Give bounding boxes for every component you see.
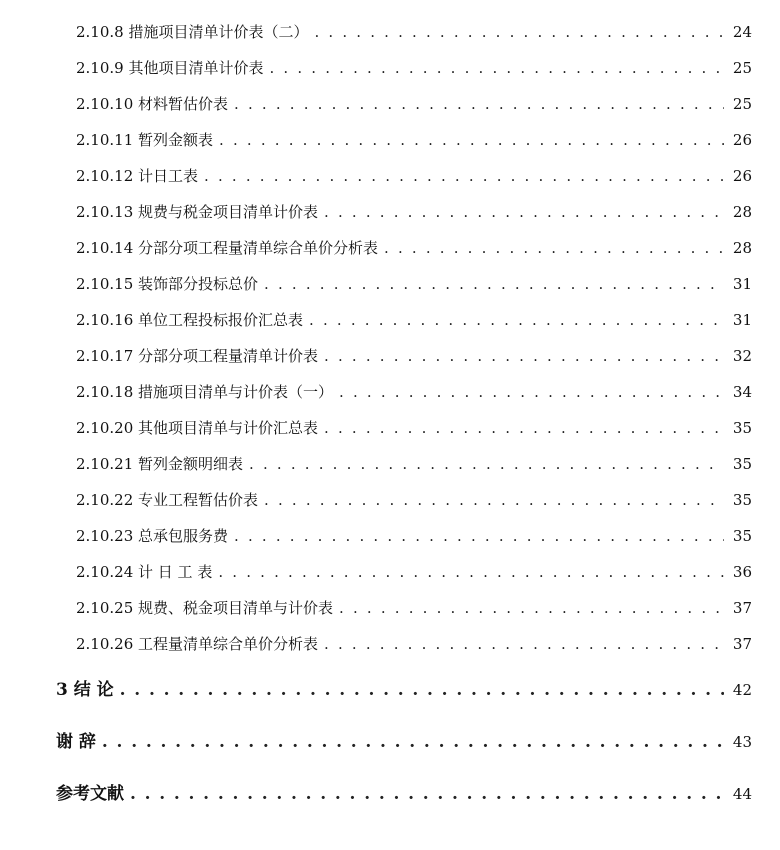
toc-entry[interactable]: [0, 554, 780, 590]
toc-entry-title: 2.10.17 分部分项工程量清单计价表: [76, 347, 319, 365]
toc-leader-dots: [249, 446, 724, 482]
toc-entry-title: 2.10.22 专业工程暂估价表: [76, 491, 259, 509]
toc-leader-dots: [102, 724, 724, 760]
toc-entry-page: 37: [732, 599, 752, 617]
toc-leader-dots: [324, 626, 724, 662]
toc-leader-dots: [218, 554, 724, 590]
toc-leader-dots: [234, 518, 724, 554]
toc-entry-title: 2.10.23 总承包服务费: [76, 527, 229, 545]
toc-chapter-title: 参考文献: [56, 784, 124, 804]
toc-leader-dots: [309, 302, 724, 338]
toc-entry[interactable]: [0, 266, 780, 302]
toc-leader-dots: [324, 410, 724, 446]
toc-entry-title: 2.10.25 规费、税金项目清单与计价表: [76, 599, 334, 617]
toc-entry-title: 2.10.14 分部分项工程量清单综合单价分析表: [76, 239, 379, 257]
toc-chapter-page: 43: [732, 733, 752, 751]
toc-entry-title: 2.10.18 措施项目清单与计价表（一）: [76, 383, 334, 401]
toc-entry[interactable]: [0, 410, 780, 446]
toc-entry-page: 32: [732, 347, 752, 365]
toc-chapter-references[interactable]: [0, 776, 780, 812]
toc-chapter-title: 3 结 论: [56, 680, 114, 700]
toc-entry-page: 26: [732, 131, 752, 149]
toc-chapter-title: 谢 辞: [56, 732, 96, 752]
toc-entry-page: 31: [732, 311, 752, 329]
toc-entry-title: 2.10.11 暂列金额表: [76, 131, 214, 149]
toc-entry-page: 34: [732, 383, 752, 401]
toc-leader-dots: [264, 266, 724, 302]
toc-entry[interactable]: [0, 518, 780, 554]
toc-entry-page: 36: [732, 563, 752, 581]
toc-chapter-page: 42: [732, 681, 752, 699]
toc-entry[interactable]: [0, 230, 780, 266]
toc-leader-dots: [314, 14, 724, 50]
toc-entry-page: 35: [732, 455, 752, 473]
toc-chapter-thanks[interactable]: [0, 724, 780, 760]
toc-entry-title: 2.10.15 装饰部分投标总价: [76, 275, 259, 293]
toc-leader-dots: [120, 672, 724, 708]
toc-entry[interactable]: [0, 338, 780, 374]
toc-entry[interactable]: [0, 194, 780, 230]
toc-entry-page: 28: [732, 239, 752, 257]
toc-leader-dots: [324, 338, 724, 374]
toc-entry[interactable]: [0, 122, 780, 158]
toc-entry[interactable]: [0, 626, 780, 662]
toc-entry-title: 2.10.8 措施项目清单计价表（二）: [76, 23, 309, 41]
toc-entry-title: 2.10.13 规费与税金项目清单计价表: [76, 203, 319, 221]
toc-entry-title: 2.10.9 其他项目清单计价表: [76, 59, 264, 77]
toc-leader-dots: [234, 86, 724, 122]
toc-leader-dots: [219, 122, 724, 158]
toc-entry-title: 2.10.26 工程量清单综合单价分析表: [76, 635, 319, 653]
toc-entry[interactable]: [0, 482, 780, 518]
toc-entry-title: 2.10.10 材料暂估价表: [76, 95, 229, 113]
toc-entry-page: 24: [732, 23, 752, 41]
toc-entry-page: 28: [732, 203, 752, 221]
toc-entry[interactable]: [0, 590, 780, 626]
spacer: [0, 708, 780, 724]
toc-entry[interactable]: [0, 302, 780, 338]
toc-entry-page: 26: [732, 167, 752, 185]
toc-leader-dots: [339, 590, 724, 626]
toc-chapter-conclusion[interactable]: [0, 672, 780, 708]
toc-entry[interactable]: [0, 158, 780, 194]
spacer: [0, 760, 780, 776]
toc-entry-title: 2.10.12 计日工表: [76, 167, 199, 185]
toc-leader-dots: [130, 776, 724, 812]
toc-entry[interactable]: [0, 446, 780, 482]
toc-leader-dots: [204, 158, 724, 194]
toc-entry[interactable]: [0, 14, 780, 50]
toc-entry[interactable]: [0, 374, 780, 410]
toc-entry-page: 25: [732, 59, 752, 77]
toc-entry-page: 35: [732, 527, 752, 545]
toc-leader-dots: [324, 194, 724, 230]
toc-entry-page: 35: [732, 491, 752, 509]
toc-entry-page: 31: [732, 275, 752, 293]
toc-entry-title: 2.10.21 暂列金额明细表: [76, 455, 244, 473]
toc-entry-page: 35: [732, 419, 752, 437]
toc-entry-title: 2.10.24 计 日 工 表: [76, 563, 213, 581]
toc-entry-title: 2.10.20 其他项目清单与计价汇总表: [76, 419, 319, 437]
toc-entry-page: 25: [732, 95, 752, 113]
toc-entry-title: 2.10.16 单位工程投标报价汇总表: [76, 311, 304, 329]
toc-leader-dots: [264, 482, 724, 518]
toc-entry-page: 37: [732, 635, 752, 653]
toc-leader-dots: [384, 230, 724, 266]
toc-leader-dots: [269, 50, 724, 86]
toc-entry[interactable]: [0, 86, 780, 122]
toc-leader-dots: [339, 374, 724, 410]
toc-chapter-page: 44: [732, 785, 752, 803]
table-of-contents: [0, 14, 780, 812]
spacer: [0, 662, 780, 672]
toc-entry[interactable]: [0, 50, 780, 86]
